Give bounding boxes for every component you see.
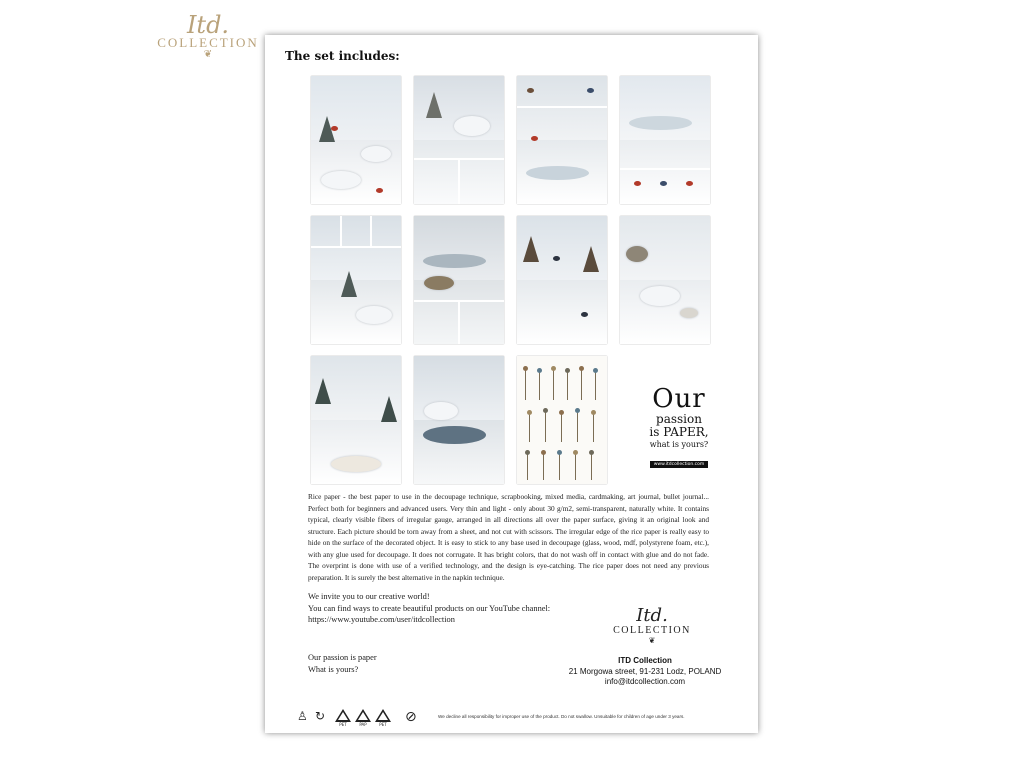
company-street: 21 Morgowa street, 91-231 Lodz, POLAND xyxy=(568,666,722,676)
product-sheet xyxy=(265,35,758,733)
passion-line-2: passion xyxy=(656,412,702,426)
company-name: ITD Collection xyxy=(618,656,672,665)
slogan-line-1: Our passion is paper xyxy=(308,653,377,662)
design-thumbnail-1[interactable] xyxy=(311,76,401,204)
recycle-pet-icon-2 xyxy=(375,709,391,727)
youtube-link[interactable]: https://www.youtube.com/user/itdcollection xyxy=(308,615,455,624)
recycling-loop-icon: ↻ xyxy=(315,709,326,723)
design-thumbnail-8[interactable] xyxy=(620,216,710,344)
recycle-pap-label: PAP xyxy=(359,722,367,727)
product-description: Rice paper - the best paper to use in the decoupage technique, scrapbooking, mixed media, cardmaking, art journal, bullet journal... Perfect both for beginners and advanced users. Very thin and light - only about 30 g/m2, semi-transparent, naturally white. It contains typical, clearly visible fibers of irregular gauge, arranged in all directions all over the paper surface, giving it an original look and structure. Each picture should be torn away from a sheet, and not cut with scissors. The irregular edge of the rice paper is really easy to hide on the surface of the decorated object. It is easy to stick to any base used in decoupage (glass, wood, mdf, polystyrene foam, etc.), with any glue used for decoupage. It does not corrugate. It has bright colors, that do not wash off in contact with glue and do not fade. The overprint is done with use of a verified technology, and the design is eye-catching. The rice paper does not need any previous preparation. It is surely the best alternative in the napkin technique. xyxy=(308,492,709,582)
brand-logo-flourish: ❦ xyxy=(203,49,213,60)
design-thumbnail-5[interactable] xyxy=(311,216,401,344)
recycle-pet-label-2: PET xyxy=(379,722,387,727)
company-address xyxy=(565,656,725,688)
design-thumbnail-2[interactable] xyxy=(414,76,504,204)
disclaimer-text: We decline all responsibility for improper use of the product. Do not swallow. Unsuitable for children of age under 3 years. xyxy=(438,714,685,719)
recycle-pap-icon xyxy=(355,709,371,727)
invite-line-2: You can find ways to create beautiful products on our YouTube channel: xyxy=(308,603,551,613)
design-thumbnail-11[interactable] xyxy=(517,356,607,484)
design-thumbnail-9[interactable] xyxy=(311,356,401,484)
recycle-pet-icon xyxy=(335,709,351,727)
design-thumbnail-3[interactable] xyxy=(517,76,607,204)
design-thumbnail-10[interactable] xyxy=(414,356,504,484)
design-thumbnail-6[interactable] xyxy=(414,216,504,344)
passion-url[interactable]: www.itdcollection.com xyxy=(650,461,709,468)
company-logo-flourish: ❦ xyxy=(648,636,656,645)
design-thumbnail-4[interactable] xyxy=(620,76,710,204)
company-logo-word: COLLECTION xyxy=(613,625,691,636)
design-thumbnail-7[interactable] xyxy=(517,216,607,344)
passion-badge xyxy=(640,385,718,469)
brand-logo-word: COLLECTION xyxy=(157,35,259,50)
invite-block xyxy=(308,591,608,626)
set-title: The set includes: xyxy=(285,49,400,63)
brand-logo xyxy=(148,11,268,66)
company-logo-script: Itd. xyxy=(636,605,668,626)
slogan xyxy=(308,652,377,675)
brand-logo-script: Itd. xyxy=(186,11,230,39)
company-email[interactable]: info@itdcollection.com xyxy=(604,677,686,686)
recycle-pet-label: PET xyxy=(339,722,347,727)
invite-line-1: We invite you to our creative world! xyxy=(308,592,430,601)
passion-line-4: what is yours? xyxy=(649,440,709,449)
passion-line-3: is PAPER, xyxy=(649,425,709,439)
company-logo xyxy=(605,607,699,645)
tidyman-icon: ♙ xyxy=(297,709,308,723)
not-for-children-icon: ⊘ xyxy=(405,709,417,725)
slogan-line-2: What is yours? xyxy=(308,664,359,674)
passion-line-1: Our xyxy=(652,384,706,414)
